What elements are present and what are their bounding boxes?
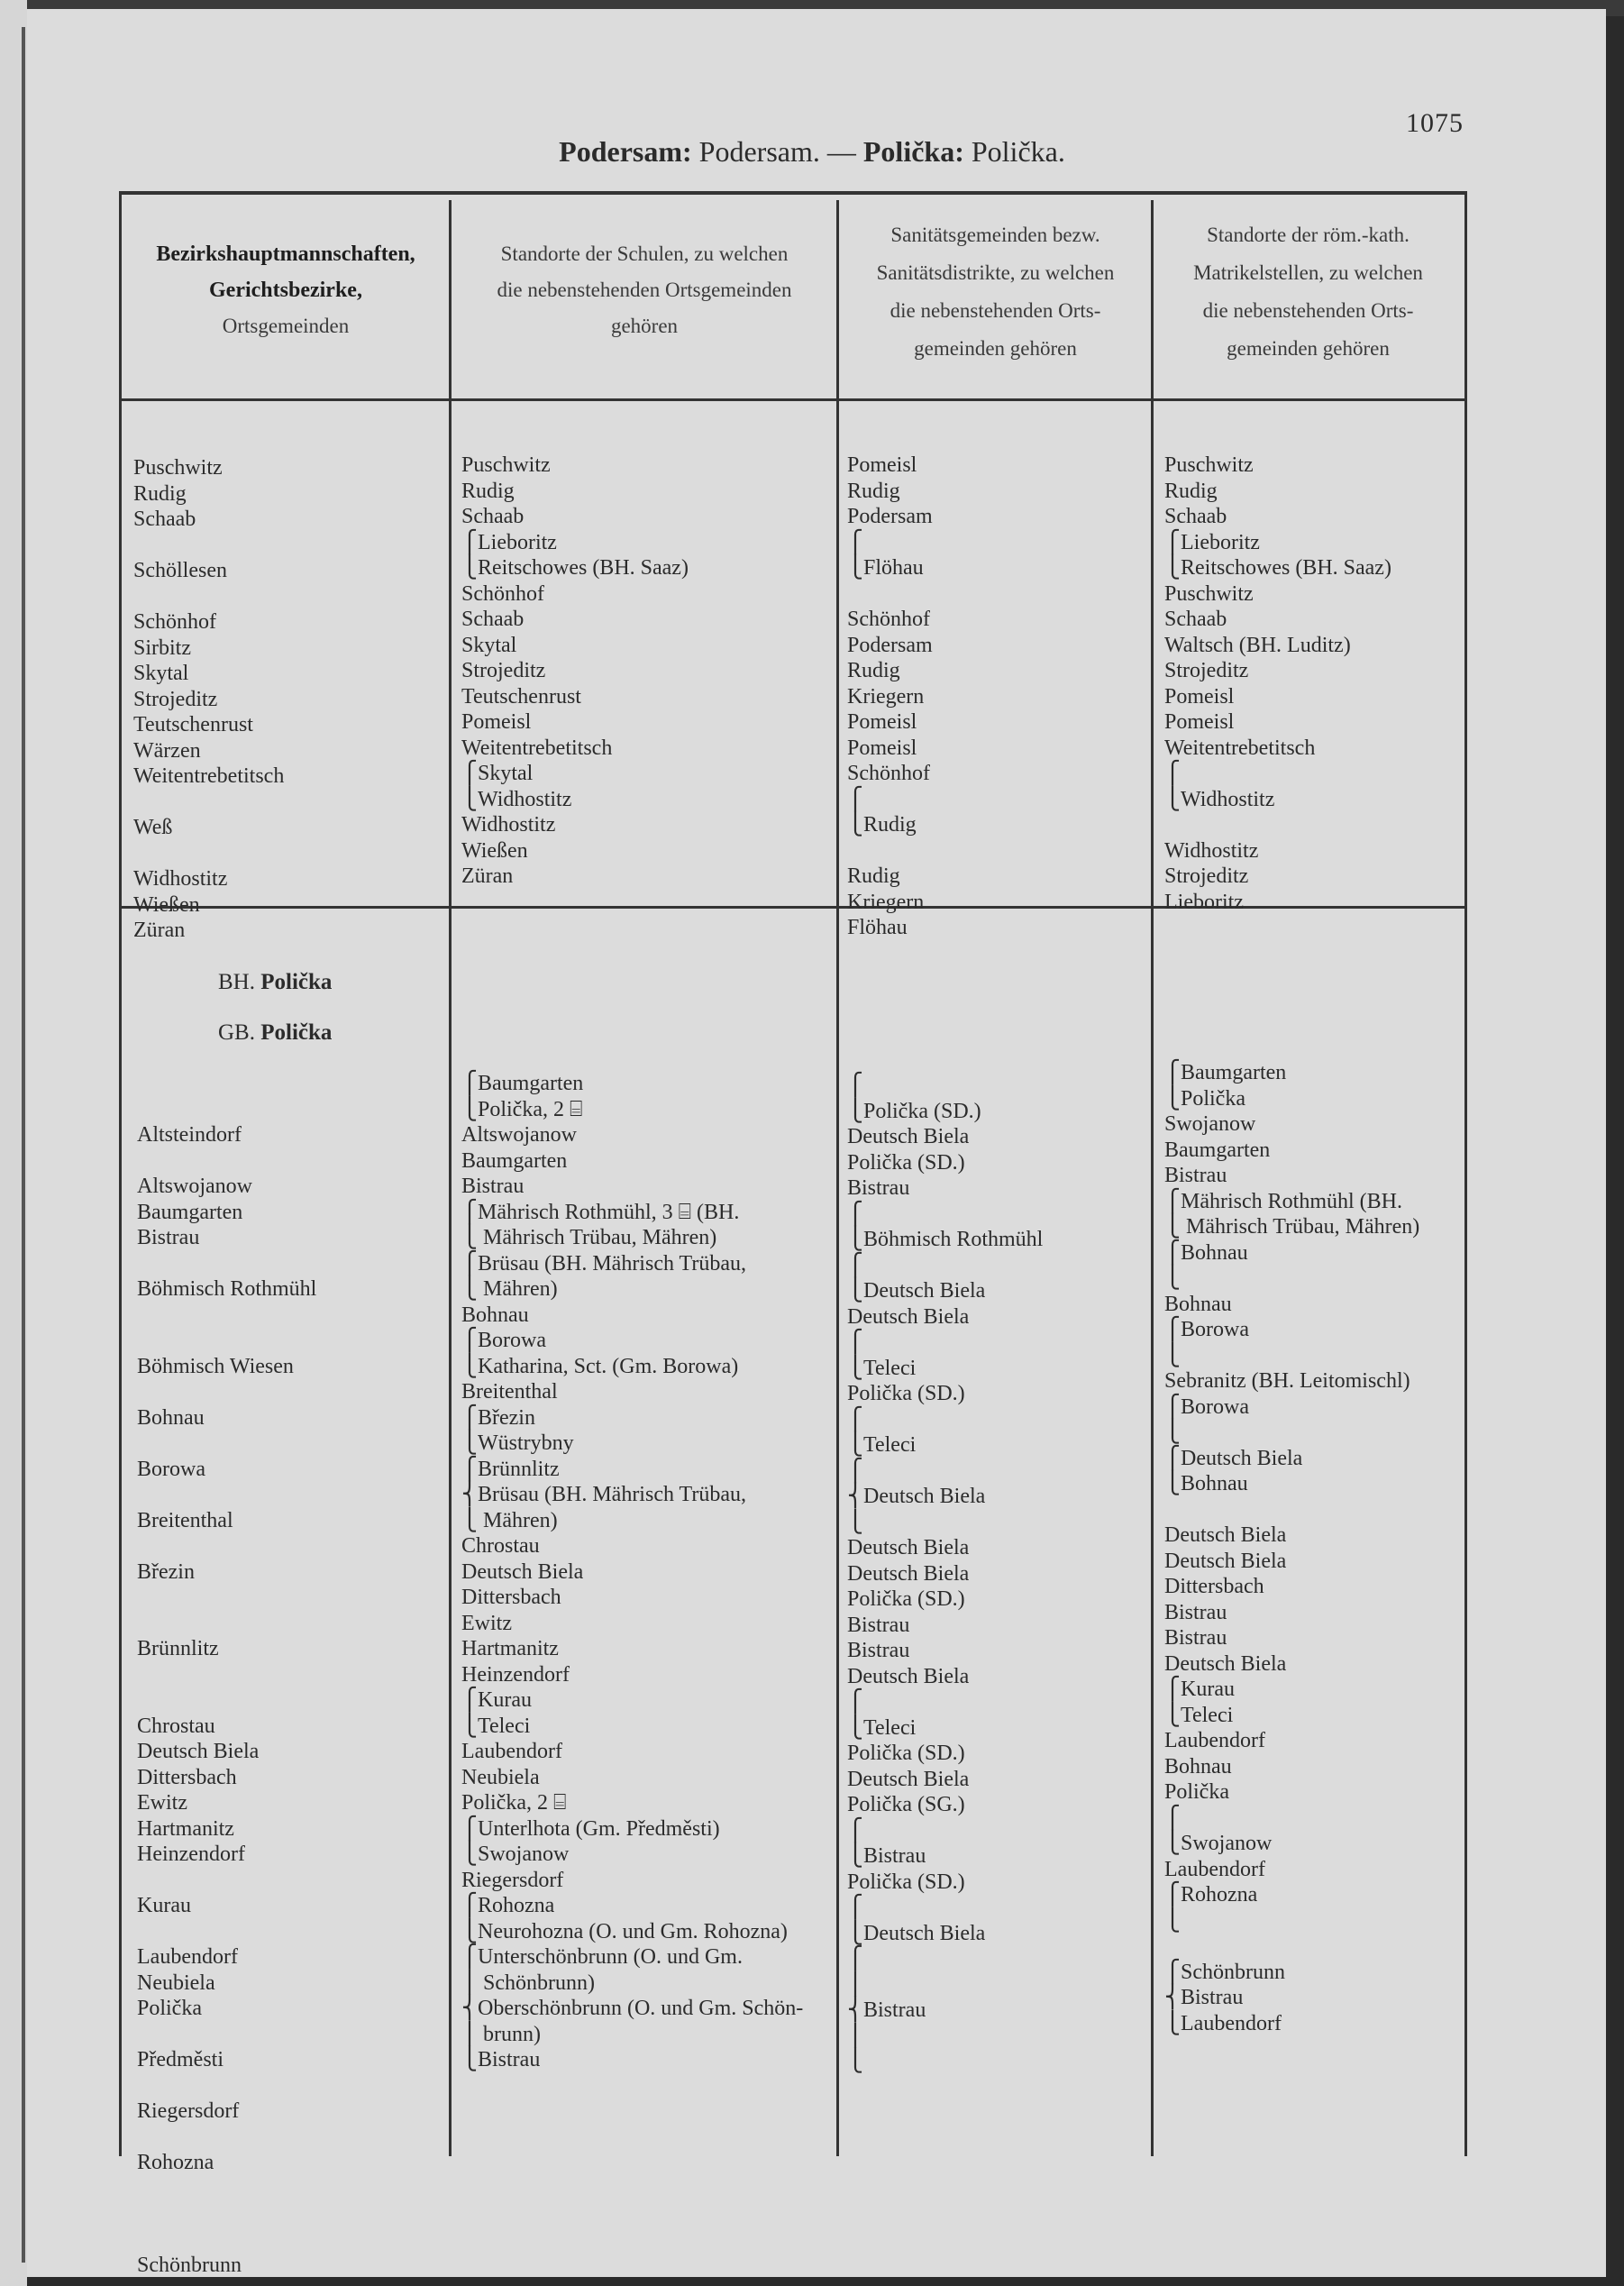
table-cell-entry: Züran: [461, 864, 514, 888]
table-cell-entry: Polička (SD.): [847, 1742, 965, 1765]
column-rule-2: [836, 200, 839, 2156]
section2-col-schools: [461, 1071, 803, 2073]
table-cell-entry: [137, 1148, 316, 1175]
table-cell-entry: Podersam: [847, 505, 933, 528]
table-cell-entry: Wießen: [133, 892, 200, 917]
header-col2-line2: die nebenstehenden Ortsgemeinden: [497, 279, 792, 301]
table-cell-entry: Weitentrebetitsch: [133, 764, 285, 788]
table-cell-entry: ⎨Brüsau (BH. Mährisch Trübau,: [461, 1483, 746, 1506]
section1-col-sanitary: [847, 453, 933, 941]
table-cell-entry: Polička: [1164, 1780, 1229, 1804]
table-cell-entry: ⎧Borowa: [461, 1329, 546, 1352]
table-cell-entry: Polička (SG.): [847, 1793, 965, 1816]
table-cell-entry: [1164, 1497, 1419, 1523]
table-cell-entry: Dittersbach: [461, 1586, 561, 1609]
table-cell-entry: ⎩: [847, 1510, 863, 1534]
table-cell-entry: [137, 2201, 316, 2227]
page-number: 1075: [1406, 108, 1464, 138]
table-cell-entry: Altswojanow: [461, 1123, 577, 1147]
header-col1-line1: Bezirkshauptmannschaften,: [156, 242, 415, 266]
table-cell-entry: Widhostitz: [461, 813, 556, 837]
district-name: Polička: [260, 970, 333, 994]
table-cell-entry: Polička (SD.): [847, 1870, 965, 1894]
table-cell-entry: Laubendorf: [461, 1740, 562, 1763]
section1-col-schools: [461, 453, 689, 890]
table-cell-entry: [847, 581, 933, 608]
table-cell-entry: ⎩Teleci: [461, 1714, 531, 1738]
table-cell-entry: Skytal: [133, 662, 189, 685]
table-cell-entry: Lieboritz: [1164, 890, 1244, 914]
table-cell-entry: Bistrau: [847, 1176, 910, 1200]
table-cell-entry: ⎩Deutsch Biela: [847, 1921, 986, 1945]
table-cell-entry: ⎧Lieboritz: [1164, 530, 1260, 554]
table-cell-entry: Rudig: [847, 479, 900, 503]
table-cell-entry: Bistrau: [847, 1613, 910, 1637]
table-cell-entry: ⎩Böhmisch Rothmühl: [847, 1228, 1044, 1251]
table-cell-entry: Riegersdorf: [137, 2099, 240, 2123]
table-cell-entry: [137, 1328, 316, 1354]
table-cell-entry: ⎨Bistrau: [847, 1998, 926, 2022]
section2-col-sanitary: [847, 1073, 1043, 2075]
section1-col-registry: [1164, 453, 1391, 915]
table-cell-entry: Chrostau: [461, 1534, 540, 1558]
table-cell-entry: Bohnau: [137, 1405, 205, 1430]
table-cell-entry: ⎩Polička, 2 ⌸: [461, 1097, 583, 1121]
table-cell-entry: ⎧Lieboritz: [461, 530, 557, 554]
table-cell-entry: ⎩Wüstrybny: [461, 1431, 574, 1455]
table-cell-entry: Altsteindorf: [137, 1123, 242, 1147]
table-cell-entry: [137, 2125, 316, 2151]
table-cell-entry: Rudig: [847, 659, 900, 682]
running-head-policka: Polička:: [862, 135, 964, 168]
table-cell-entry: Pomeisl: [1164, 710, 1235, 734]
table-cell-entry: Widhostitz: [1164, 838, 1259, 863]
table-cell-entry: Flöhau: [847, 916, 908, 939]
table-cell-entry: ⎩: [1164, 1421, 1181, 1444]
table-cell-entry: Bistrau: [1164, 1626, 1227, 1650]
table-cell-entry: ⎧Borowa: [1164, 1318, 1249, 1341]
header-col3-line2: Sanitätsdistrikte, zu welchen: [876, 261, 1115, 284]
table-cell-entry: Breitenthal: [137, 1508, 233, 1532]
table-cell-entry: Neubiela: [137, 1971, 215, 1995]
table-cell-entry: Polička (SD.): [847, 1587, 965, 1611]
table-cell-entry: ⎩Reitschowes (BH. Saaz): [461, 556, 689, 580]
table-cell-entry: Waltsch (BH. Luditz): [1164, 633, 1351, 657]
table-cell-entry: Deutsch Biela: [847, 1536, 970, 1559]
table-cell-entry: ⎧Rohozna: [1164, 1883, 1258, 1907]
table-cell-entry: [137, 1611, 316, 1637]
table-cell-entry: ⎧: [847, 1253, 863, 1277]
table-cell-entry: Widhostitz: [133, 867, 228, 891]
table-cell-entry: [137, 1379, 316, 1405]
table-cell-entry: ⎧Baumgarten: [461, 1072, 584, 1095]
table-cell-entry: Bistrau: [137, 1226, 200, 1249]
table-cell-entry: Schönbrunn: [137, 2254, 242, 2277]
table-cell-entry: Deutsch Biela: [847, 1304, 970, 1329]
table-cell-entry: Hartmanitz: [137, 1816, 234, 1841]
table-cell-entry: Schönhof: [461, 581, 544, 606]
table-cell-entry: ⎩Flöhau: [847, 556, 924, 580]
table-cell-entry: Teutschenrust: [461, 684, 581, 709]
table-cell-entry: [137, 2073, 316, 2099]
table-cell-entry: [137, 1097, 316, 1123]
table-cell-entry: Weß: [133, 816, 173, 839]
table-cell-entry: ⎧: [847, 1202, 863, 1226]
table-cell-entry: ⎩Katharina, Sct. (Gm. Borowa): [461, 1354, 739, 1378]
table-cell-entry: ⎩ Mähren): [461, 1277, 558, 1301]
table-cell-entry: Hartmanitz: [461, 1637, 559, 1660]
table-cell-entry: Bohnau: [1164, 1292, 1232, 1316]
table-cell-entry: ⎧Březin: [461, 1405, 535, 1430]
header-col2-line1: Standorte der Schulen, zu welchen: [500, 242, 789, 265]
table-cell-entry: Sebranitz (BH. Leitomischl): [1164, 1369, 1410, 1393]
table-cell-entry: Heinzendorf: [461, 1662, 570, 1687]
table-cell-entry: [137, 1251, 316, 1277]
table-cell-entry: [137, 2227, 316, 2254]
table-cell-entry: [133, 584, 284, 610]
table-cell-entry: ⎩Polička (SD.): [847, 1099, 981, 1123]
table-cell-entry: ⎩Rudig: [847, 813, 917, 837]
table-cell-entry: Strojeditz: [133, 687, 218, 711]
table-cell-entry: Pomeisl: [1164, 684, 1235, 709]
table-cell-entry: ⎩Swojanow: [1164, 1832, 1273, 1855]
table-cell-entry: Deutsch Biela: [1164, 1549, 1287, 1573]
table-cell-entry: Polička: [137, 1997, 202, 2020]
table-cell-entry: Předměsti: [137, 2048, 224, 2071]
table-cell-entry: ⎩ Mährisch Trübau, Mähren): [1164, 1215, 1420, 1239]
table-cell-entry: Schaab: [133, 507, 196, 531]
table-cell-entry: Puschwitz: [1164, 453, 1254, 477]
table-cell-entry: ⎧: [847, 787, 863, 811]
court-district-name: Polička: [260, 1020, 333, 1045]
table-cell-entry: Strojeditz: [1164, 864, 1249, 888]
header-col4-line2: Matrikelstellen, zu welchen: [1193, 261, 1423, 284]
header-col1-line2: Gerichtsbezirke,: [209, 279, 362, 302]
table-cell-entry: ⎧Kurau: [1164, 1678, 1235, 1701]
table-cell-entry: Bohnau: [461, 1303, 529, 1327]
table-cell-entry: ⎩Widhostitz: [461, 787, 572, 811]
table-cell-entry: ⎧: [847, 1818, 863, 1843]
header-col-schools: [452, 236, 836, 344]
table-cell-entry: ⎧Unterlhota (Gm. Předměsti): [461, 1816, 720, 1841]
table-cell-entry: Schaab: [1164, 505, 1227, 528]
table-cell-entry: ⎩Widhostitz: [1164, 787, 1275, 811]
table-cell-entry: Riegersdorf: [461, 1868, 564, 1892]
table-cell-entry: Heinzendorf: [137, 1843, 245, 1866]
table-cell-entry: Dittersbach: [1164, 1575, 1264, 1598]
table-cell-entry: ⎩Bistrau: [847, 1844, 926, 1868]
table-cell-entry: Bohnau: [1164, 1754, 1232, 1779]
table-cell-entry: [137, 2176, 316, 2202]
table-cell-entry: Swojanow: [1164, 1112, 1256, 1136]
table-cell-entry: [137, 1533, 316, 1559]
header-col4-line4: gemeinden gehören: [1227, 337, 1390, 360]
table-cell-entry: Pomeisl: [847, 736, 917, 760]
table-cell-entry: ⎧Rohozna: [461, 1894, 555, 1917]
table-cell-entry: ⎩Bohnau: [1164, 1472, 1248, 1495]
table-cell-entry: [137, 1303, 316, 1329]
table-cell-entry: ⎧: [847, 1896, 863, 1919]
table-cell-entry: [137, 1585, 316, 1611]
table-cell-entry: [1164, 1934, 1419, 1960]
table-cell-entry: Züran: [133, 919, 186, 942]
header-col4-line1: Standorte der röm.-kath.: [1207, 224, 1410, 246]
table-cell-entry: Bistrau: [1164, 1600, 1227, 1624]
table-cell-entry: [137, 1431, 316, 1457]
table-cell-entry: ⎧Unterschönbrunn (O. und Gm.: [461, 1945, 743, 1969]
table-cell-entry: ⎪ Schönbrunn): [461, 1971, 595, 1995]
section1-col-municipalities: [133, 455, 284, 944]
table-cell-entry: ⎪: [847, 2024, 863, 2048]
table-cell-entry: [133, 533, 284, 559]
table-cell-entry: Altswojanow: [137, 1175, 252, 1198]
table-cell-entry: Strojeditz: [1164, 659, 1249, 682]
table-cell-entry: ⎧: [1164, 1806, 1181, 1830]
table-cell-entry: ⎪ brunn): [461, 2022, 541, 2046]
table-cell-entry: Kriegern: [847, 684, 925, 709]
table-cell-entry: ⎧Deutsch Biela: [1164, 1446, 1303, 1470]
table-cell-entry: Podersam: [847, 633, 933, 657]
table-cell-entry: ⎧Skytal: [461, 762, 534, 785]
header-col3-line4: gemeinden gehören: [914, 337, 1077, 360]
table-cell-entry: Neubiela: [461, 1765, 540, 1789]
table-cell-entry: Polička, 2 ⌸: [461, 1791, 567, 1815]
table-cell-entry: Brünnlitz: [137, 1637, 219, 1660]
table-cell-entry: ⎧Borowa: [1164, 1394, 1249, 1419]
table-cell-entry: Deutsch Biela: [137, 1740, 260, 1763]
table-cell-entry: Deutsch Biela: [1164, 1651, 1287, 1676]
table-cell-entry: ⎨Oberschönbrunn (O. und Gm. Schön-: [461, 1997, 804, 2020]
table-cell-entry: Polička (SD.): [847, 1382, 965, 1405]
section2-court-district-heading: [218, 1020, 332, 1046]
table-cell-entry: ⎧Schönbrunn: [1164, 1960, 1285, 1984]
table-cell-entry: Puschwitz: [133, 456, 223, 480]
table-cell-entry: ⎩ Mährisch Trübau, Mähren): [461, 1226, 717, 1249]
table-cell-entry: Wießen: [461, 838, 528, 863]
table-cell-entry: Deutsch Biela: [847, 1767, 970, 1791]
table-cell-entry: Baumgarten: [1164, 1138, 1271, 1162]
table-cell-entry: Deutsch Biela: [461, 1559, 584, 1584]
table-cell-entry: Wärzen: [133, 738, 201, 763]
table-cell-entry: Weitentrebetitsch: [461, 736, 613, 760]
court-district-label: GB.: [218, 1020, 255, 1045]
table-cell-entry: ⎧: [847, 1458, 863, 1483]
table-cell-entry: Kurau: [137, 1894, 191, 1917]
table-cell-entry: Puschwitz: [1164, 581, 1254, 606]
table-cell-entry: Schöllesen: [133, 559, 227, 582]
table-cell-entry: Laubendorf: [137, 1945, 238, 1969]
table-cell-entry: Dittersbach: [137, 1765, 237, 1789]
table-cell-entry: ⎧: [847, 1407, 863, 1431]
table-cell-entry: Schaab: [461, 505, 525, 528]
header-col-districts: [123, 236, 449, 344]
table-cell-entry: [137, 2022, 316, 2048]
column-rule-3: [1151, 200, 1154, 2156]
table-cell-entry: Pomeisl: [461, 710, 532, 734]
table-cell-entry: ⎧Mährisch Rothmühl, 3 ⌸ (BH.: [461, 1200, 740, 1224]
table-cell-entry: Schaab: [1164, 608, 1227, 631]
table-cell-entry: ⎧: [847, 530, 863, 554]
table-cell-entry: ⎩ Mähren): [461, 1508, 558, 1532]
table-cell-entry: ⎧Mährisch Rothmühl (BH.: [1164, 1189, 1402, 1213]
table-cell-entry: Deutsch Biela: [847, 1561, 970, 1586]
table-cell-entry: ⎩Deutsch Biela: [847, 1279, 986, 1303]
header-col-registry: [1154, 216, 1462, 368]
running-head-policka-rest: Polička.: [963, 135, 1065, 168]
table-cell-entry: ⎩Polička: [1164, 1086, 1245, 1111]
table-cell-entry: [137, 1482, 316, 1508]
header-col4-line3: die nebenstehenden Orts-: [1202, 299, 1414, 322]
table-cell-entry: Laubendorf: [1164, 1857, 1265, 1881]
table-cell-entry: ⎧: [847, 1947, 863, 1971]
table-cell-entry: ⎧Baumgarten: [1164, 1061, 1287, 1084]
table-cell-entry: ⎩Teleci: [1164, 1703, 1234, 1727]
table-cell-entry: Breitenthal: [461, 1380, 558, 1404]
table-cell-entry: Bistrau: [1164, 1164, 1227, 1187]
table-cell-entry: [137, 1868, 316, 1894]
table-cell-entry: ⎨Bistrau: [1164, 1986, 1244, 2009]
table-cell-entry: Bistrau: [847, 1639, 910, 1662]
table-cell-entry: ⎩Laubendorf: [1164, 2011, 1282, 2035]
header-col3-line1: Sanitätsgemeinden bezw.: [890, 224, 1100, 246]
table-cell-entry: Borowa: [137, 1457, 205, 1481]
table-cell-entry: Puschwitz: [461, 453, 551, 477]
table-cell-entry: Schönhof: [847, 608, 930, 631]
header-col2-line3: gehören: [610, 315, 679, 337]
scan-binding-line: [22, 27, 25, 2263]
table-cell-entry: Ewitz: [137, 1791, 187, 1815]
table-cell-entry: ⎩Teleci: [847, 1715, 917, 1740]
table-cell-entry: [133, 841, 284, 867]
table-cell-entry: ⎪: [847, 1972, 863, 1997]
table-cell-entry: Strojeditz: [461, 659, 546, 682]
table-cell-entry: Teutschenrust: [133, 713, 253, 736]
table-cell-entry: Laubendorf: [1164, 1729, 1265, 1752]
table-cell-entry: ⎩Swojanow: [461, 1843, 570, 1866]
section2-col-municipalities: [137, 1071, 316, 2279]
table-cell-entry: ⎩Teleci: [847, 1356, 917, 1380]
table-cell-entry: ⎧: [847, 1690, 863, 1714]
table-cell-entry: Březin: [137, 1559, 195, 1584]
header-col-sanitary: [840, 216, 1151, 368]
table-cell-entry: ⎨Deutsch Biela: [847, 1485, 986, 1508]
table-cell-entry: Deutsch Biela: [847, 1664, 970, 1688]
table-cell-entry: Böhmisch Wiesen: [137, 1354, 294, 1378]
table-cell-entry: Rudig: [461, 479, 515, 503]
table-cell-entry: Rudig: [133, 481, 187, 506]
table-cell-entry: [1164, 2036, 1419, 2062]
column-rule-1: [449, 200, 452, 2156]
table-cell-entry: Schaab: [461, 608, 525, 631]
running-head-podersam: Podersam:: [559, 135, 692, 168]
table-cell-entry: [137, 1919, 316, 1945]
table-cell-entry: [1164, 812, 1391, 838]
running-head: [0, 135, 1624, 169]
table-cell-entry: Kriegern: [847, 890, 925, 914]
table-cell-entry: ⎩Bistrau: [461, 2048, 541, 2071]
table-cell-entry: ⎧Bohnau: [1164, 1240, 1248, 1265]
table-cell-entry: ⎧Brüsau (BH. Mährisch Trübau,: [461, 1251, 746, 1276]
table-cell-entry: ⎩: [1164, 1343, 1181, 1367]
table-cell-entry: ⎩: [1164, 1266, 1181, 1290]
table-cell-entry: ⎧Kurau: [461, 1688, 532, 1712]
table-top-rule: [119, 191, 1467, 195]
table-cell-entry: Ewitz: [461, 1611, 512, 1635]
table-cell-entry: Rudig: [1164, 479, 1218, 503]
table-cell-entry: Baumgarten: [137, 1200, 243, 1224]
table-cell-entry: Schönhof: [847, 762, 930, 785]
table-cell-entry: Skytal: [461, 633, 517, 657]
header-col1-line3: Ortsgemeinden: [222, 315, 350, 337]
table-cell-entry: Rohozna: [137, 2151, 214, 2174]
table-cell-entry: Pomeisl: [847, 453, 917, 477]
table-cell-entry: ⎩Teleci: [847, 1433, 917, 1457]
table-cell-entry: ⎧: [847, 1074, 863, 1097]
table-cell-entry: Polička (SD.): [847, 1150, 965, 1175]
table-cell-entry: [137, 1071, 316, 1097]
table-cell-entry: Deutsch Biela: [1164, 1523, 1287, 1547]
header-col3-line3: die nebenstehenden Orts-: [890, 299, 1101, 322]
table-cell-entry: ⎧: [1164, 762, 1181, 785]
district-label: BH.: [218, 970, 255, 994]
table-cell-entry: ⎧Brünnlitz: [461, 1457, 560, 1481]
header-bottom-rule: [119, 398, 1467, 401]
running-head-podersam-rest: Podersam. —: [691, 135, 863, 168]
table-cell-entry: ⎩: [1164, 1908, 1181, 1933]
section2-col-registry: [1164, 1060, 1419, 2062]
table-cell-entry: Schönhof: [133, 610, 216, 634]
table-cell-entry: ⎩Neurohozna (O. und Gm. Rohozna): [461, 1919, 788, 1943]
section2-district-heading: [218, 970, 332, 995]
table-cell-entry: Baumgarten: [461, 1148, 568, 1173]
table-cell-entry: Böhmisch Rothmühl: [137, 1277, 317, 1301]
table-cell-entry: ⎩Reitschowes (BH. Saaz): [1164, 556, 1391, 580]
table-cell-entry: [133, 790, 284, 816]
table-cell-entry: [137, 1662, 316, 1688]
table-cell-entry: ⎧: [847, 1330, 863, 1354]
table-cell-entry: Weitentrebetitsch: [1164, 736, 1316, 760]
table-cell-entry: Rudig: [847, 864, 900, 888]
table-cell-entry: Chrostau: [137, 1714, 215, 1738]
table-cell-entry: Deutsch Biela: [847, 1125, 970, 1148]
table-cell-entry: Pomeisl: [847, 710, 917, 734]
table-cell-entry: Bistrau: [461, 1175, 525, 1198]
table-cell-entry: ⎩: [847, 2050, 863, 2073]
table-cell-entry: [847, 838, 933, 864]
table-cell-entry: Sirbitz: [133, 636, 191, 660]
table-cell-entry: [137, 1687, 316, 1714]
